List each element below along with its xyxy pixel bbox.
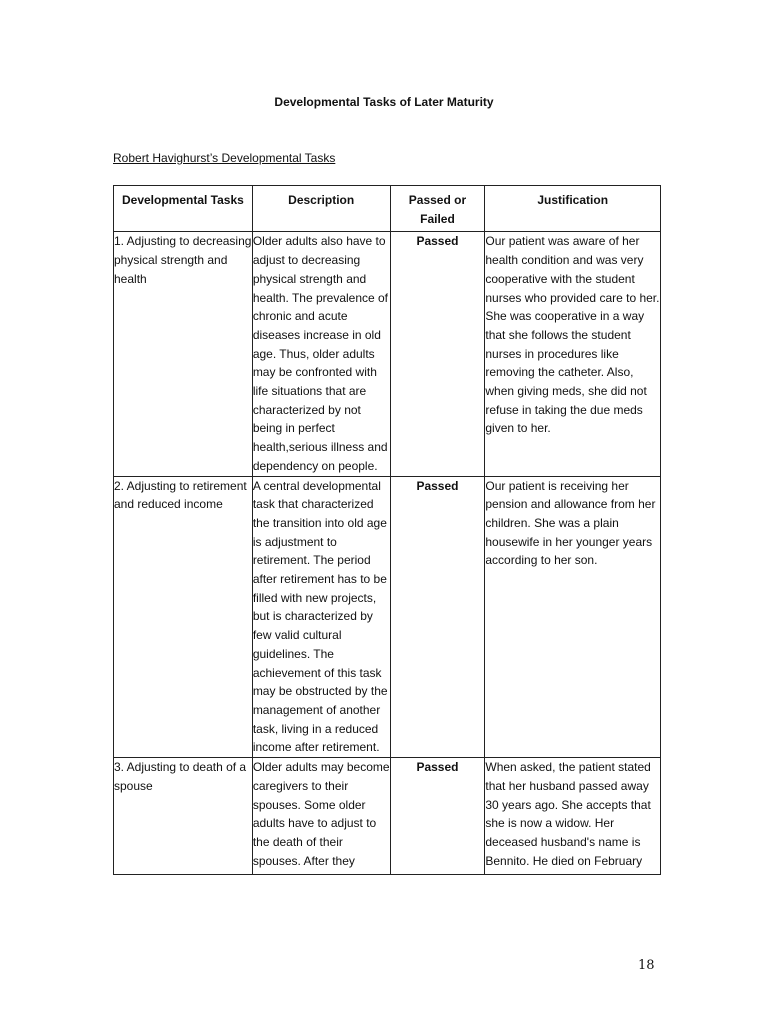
page-number: 18 [638, 958, 655, 973]
document-title: Developmental Tasks of Later Maturity [274, 95, 494, 109]
header-passed-or-failed: Passed or Failed [390, 186, 485, 232]
justification-cell: Our patient was aware of her health condition and was very cooperative with the student nurses who provided care to her. She was cooperative in a way that she follows the student nurses in procedures like removing the catheter. Also, when giving meds, she did not refuse in taking the due meds given to her. [485, 232, 661, 476]
description-cell: Older adults may become caregivers to their spouses. Some older adults have to adjust to the death of their spouses. After they [252, 758, 390, 875]
developmental-tasks-table [113, 185, 661, 875]
table-row [114, 476, 661, 758]
result-cell: Passed [390, 758, 485, 875]
header-developmental-tasks: Developmental Tasks [114, 186, 253, 232]
task-cell: 2. Adjusting to retirement and reduced income [114, 476, 253, 758]
section-subtitle: Robert Havighurst’s Developmental Tasks [113, 151, 336, 165]
task-cell: 1. Adjusting to decreasing physical strength and health [114, 232, 253, 476]
table-row [114, 232, 661, 476]
header-justification: Justification [485, 186, 661, 232]
justification-cell: When asked, the patient stated that her husband passed away 30 years ago. She accepts that she is now a widow. Her deceased husband's name is Bennito. He died on February [485, 758, 661, 875]
result-cell: Passed [390, 232, 485, 476]
justification-cell: Our patient is receiving her pension and allowance from her children. She was a plain housewife in her younger years according to her son. [485, 476, 661, 758]
task-cell: 3. Adjusting to death of a spouse [114, 758, 253, 875]
header-description: Description [252, 186, 390, 232]
description-cell: A central developmental task that characterized the transition into old age is adjustment to retirement. The period after retirement has to be filled with new projects, but is characterized by few valid cultural guidelines. The achievement of this task may be obstructed by the management of another task, living in a reduced income after retirement. [252, 476, 390, 758]
description-cell: Older adults also have to adjust to decreasing physical strength and health. The prevalence of chronic and acute diseases increase in old age. Thus, older adults may be confronted with life situations that are characterized by not being in perfect health,serious illness and dependency on people. [252, 232, 390, 476]
result-cell: Passed [390, 476, 485, 758]
table-row [114, 758, 661, 875]
table-header-row [114, 186, 661, 232]
